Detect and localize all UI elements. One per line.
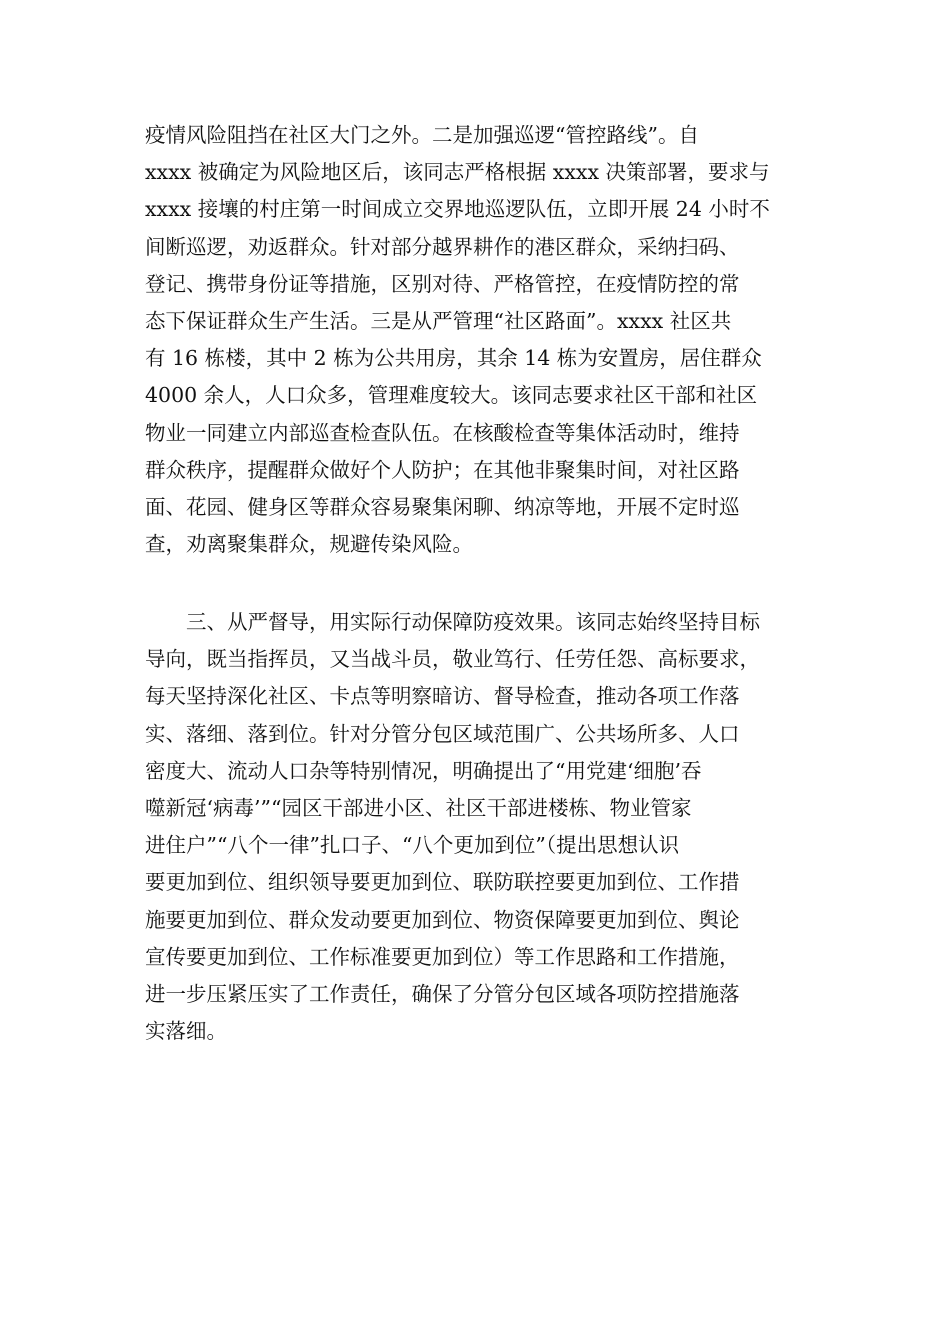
text-line: 实落细。 (145, 1019, 227, 1044)
text-line: 物业一同建立内部巡查检查队伍。在核酸检查等集体活动时，维持 (145, 420, 740, 445)
text-line: 有 16 栋楼，其中 2 栋为公共用房，其余 14 栋为安置房，居住群众 (145, 346, 762, 371)
text-line: 群众秩序，提醒群众做好个人防护；在其他非聚集时间，对社区路 (145, 457, 740, 482)
text-line: 登记、携带身份证等措施，区别对待、严格管控，在疫情防控的常 (145, 271, 740, 296)
text-line: 疫情风险阻挡在社区大门之外。二是加强巡逻“管控路线”。自 (145, 123, 699, 147)
text-line: xxxx 接壤的村庄第一时间成立交界地巡逻队伍，立即开展 24 小时不 (145, 197, 770, 222)
text-line: 密度大、流动人口杂等特别情况，明确提出了“用党建‘细胞’吞 (145, 758, 702, 783)
text-line: 导向，既当指挥员，又当战斗员，敬业笃行、任劳任怨、高标要求， (145, 647, 760, 672)
text-line: 宣传要更加到位、工作标准要更加到位）等工作思路和工作措施， (145, 944, 740, 969)
text-line: xxxx 被确定为风险地区后，该同志严格根据 xxxx 决策部署，要求与 (145, 160, 770, 185)
text-line: 面、花园、健身区等群众容易聚集闲聊、纳凉等地，开展不定时巡 (145, 494, 740, 519)
paragraph-body-1 (145, 117, 807, 563)
text-line: 施要更加到位、群众发动要更加到位、物资保障要更加到位、舆论 (145, 907, 740, 932)
text-line: 4000 余人，人口众多，管理难度较大。该同志要求社区干部和社区 (145, 383, 758, 408)
text-line-first: 三、从严督导，用实际行动保障防疫效果。该同志始终坚持目标 (186, 610, 760, 634)
text-line: 噬新冠‘病毒’”“园区干部进小区、社区干部进楼栋、物业管家 (145, 795, 692, 820)
text-line: 态下保证群众生产生活。三是从严管理“社区路面”。xxxx 社区共 (145, 308, 732, 333)
text-line: 要更加到位、组织领导要更加到位、联防联控要更加到位、工作措 (145, 870, 740, 895)
text-line: 实、落细、落到位。针对分管分包区域范围广、公共场所多、人口 (145, 721, 740, 746)
text-line: 查，劝离聚集群众，规避传染风险。 (145, 532, 473, 557)
text-line: 进住户”“八个一律”扎口子、“八个更加到位”（提出思想认识 (145, 833, 680, 858)
paragraph-section-3 (145, 604, 807, 1050)
text-line: 进一步压紧压实了工作责任，确保了分管分包区域各项防控措施落 (145, 981, 740, 1006)
text-line: 间断巡逻，劝返群众。针对部分越界耕作的港区群众，采纳扫码、 (145, 234, 740, 259)
text-line: 每天坚持深化社区、卡点等明察暗访、督导检查，推动各项工作落 (145, 684, 740, 709)
